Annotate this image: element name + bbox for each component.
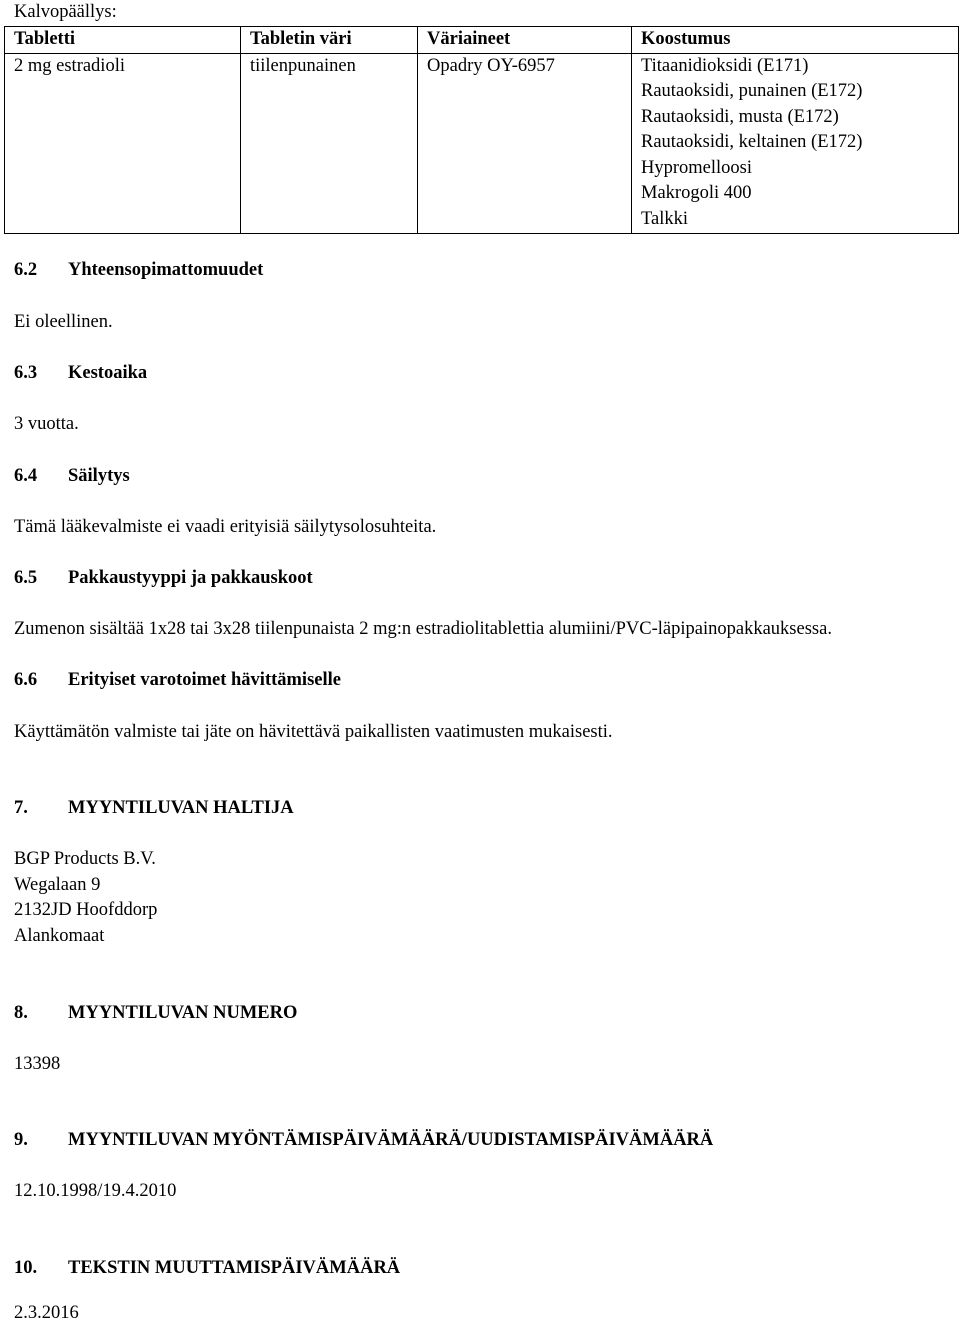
section-text-6-5: Zumenon sisältää 1x28 tai 3x28 tiilenpunaista 2 mg:n estradiolitablettia alumiini/PVC-läpipainopakkauksessa. (14, 619, 832, 639)
section-text-6-2: Ei oleellinen. (14, 312, 113, 332)
section-title: MYYNTILUVAN MYÖNTÄMISPÄIVÄMÄÄRÄ/UUDISTAMISPÄIVÄMÄÄRÄ (68, 1130, 714, 1150)
section-title: Pakkaustyyppi ja pakkauskoot (68, 568, 313, 588)
section-heading-6-5 (14, 566, 313, 592)
composition-item: Titaanidioksidi (E171) (641, 55, 809, 76)
composition-item: Makrogoli 400 (641, 183, 752, 203)
section-heading-8 (14, 1001, 297, 1027)
section-heading-9 (14, 1128, 713, 1154)
section-text-6-6: Käyttämätön valmiste tai jäte on hävitettävä paikallisten vaatimusten mukaisesti. (14, 722, 613, 742)
address-line: 2132JD Hoofddorp (14, 900, 158, 920)
table-row (5, 53, 959, 234)
coating-title: Kalvopäällys: (14, 2, 117, 22)
section-heading-6-3 (14, 361, 147, 387)
section-text-6-3: 3 vuotta. (14, 414, 79, 434)
section-number: 6.3 (14, 363, 38, 383)
holder-address (14, 847, 157, 949)
section-number: 6.5 (14, 568, 38, 588)
column-header-colorant: Väriaineet (418, 27, 632, 54)
composition-item: Rautaoksidi, keltainen (E172) (641, 132, 863, 152)
composition-item: Rautaoksidi, punainen (E172) (641, 81, 863, 101)
section-number: 6.6 (14, 670, 38, 690)
address-line: Wegalaan 9 (14, 874, 101, 895)
column-header-tablet-color: Tabletin väri (241, 27, 418, 54)
column-header-composition: Koostumus (632, 27, 959, 54)
section-title: Erityiset varotoimet hävittämiselle (68, 670, 341, 690)
section-number: 6.2 (14, 260, 38, 280)
column-header-tablet: Tabletti (5, 27, 241, 54)
cell-tablet-color: tiilenpunainen (241, 53, 418, 234)
cell-tablet: 2 mg estradioli (5, 53, 241, 234)
section-heading-7 (14, 796, 294, 822)
address-line: Alankomaat (14, 925, 105, 946)
section-text-8: 13398 (14, 1054, 61, 1074)
composition-item: Hypromelloosi (641, 157, 752, 178)
composition-item: Talkki (641, 208, 688, 229)
section-text-10: 2.3.2016 (14, 1303, 79, 1323)
cell-colorant: Opadry OY-6957 (418, 53, 632, 234)
section-text-6-4: Tämä lääkevalmiste ei vaadi erityisiä säilytysolosuhteita. (14, 517, 437, 537)
section-title: MYYNTILUVAN NUMERO (68, 1003, 298, 1023)
section-heading-6-2 (14, 258, 263, 284)
table-header-row (5, 27, 959, 54)
section-text-9: 12.10.1998/19.4.2010 (14, 1181, 177, 1201)
section-title: MYYNTILUVAN HALTIJA (68, 798, 294, 818)
section-heading-10 (14, 1256, 400, 1282)
section-title: Kestoaika (68, 363, 148, 383)
section-number: 8. (14, 1003, 28, 1023)
section-number: 10. (14, 1258, 38, 1278)
section-title: Yhteensopimattomuudet (68, 260, 264, 280)
address-line: BGP Products B.V. (14, 849, 156, 869)
section-heading-6-4 (14, 464, 130, 490)
coating-table (4, 26, 959, 234)
composition-item: Rautaoksidi, musta (E172) (641, 106, 839, 127)
section-number: 6.4 (14, 466, 38, 486)
section-heading-6-6 (14, 668, 341, 694)
section-title: Säilytys (68, 466, 130, 486)
section-number: 7. (14, 798, 28, 818)
section-title: TEKSTIN MUUTTAMISPÄIVÄMÄÄRÄ (68, 1258, 401, 1278)
section-number: 9. (14, 1130, 28, 1150)
cell-composition (632, 53, 959, 234)
